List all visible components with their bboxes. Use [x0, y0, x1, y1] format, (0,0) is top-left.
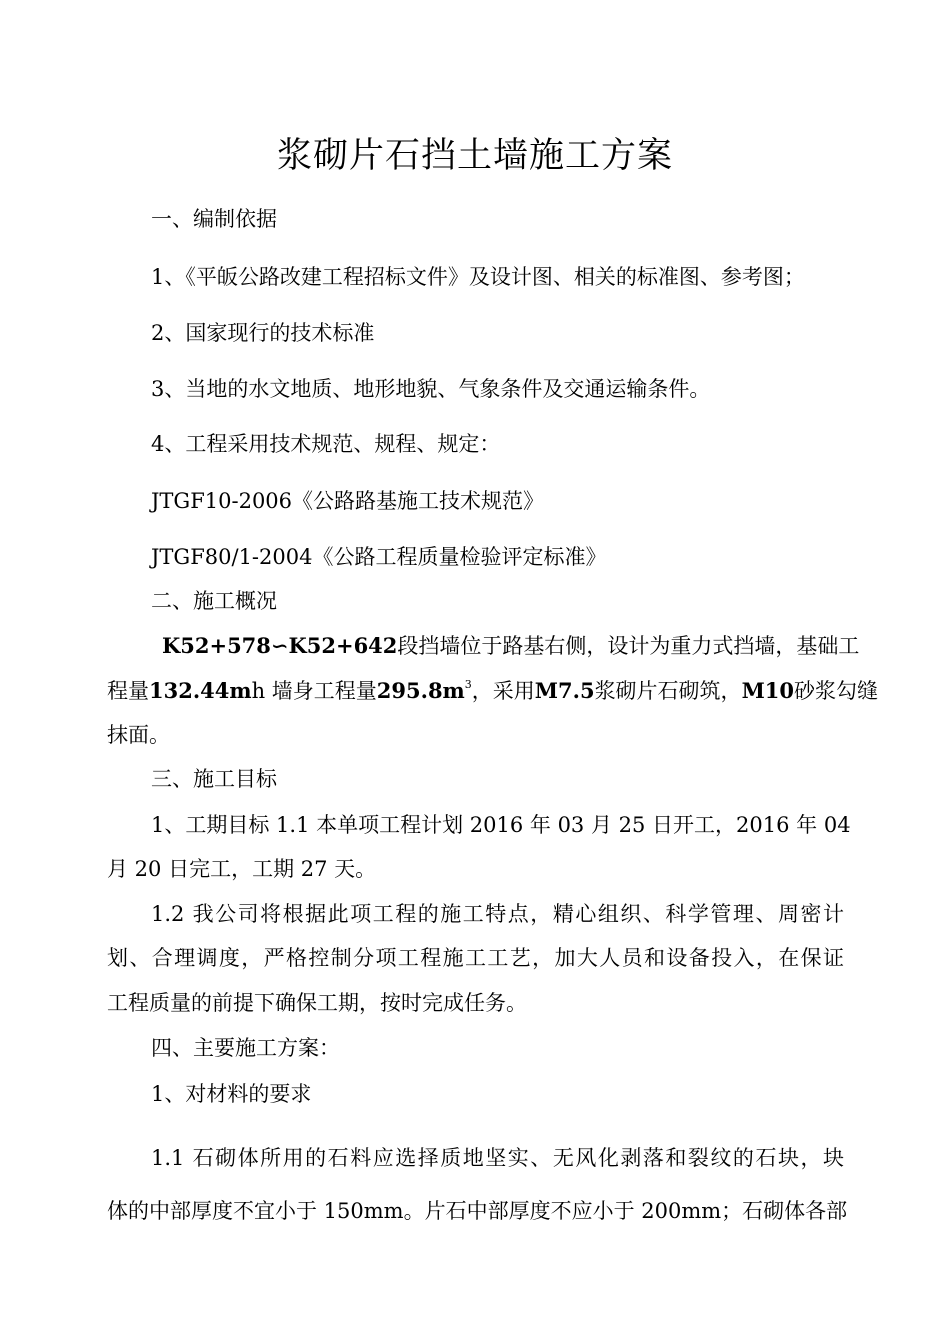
- goals-paragraph-2-line-2: 划、合理调度，严格控制分项工程施工工艺，加大人员和设备投入，在保证: [107, 946, 844, 970]
- goals-paragraph-1-line-2: 月 20 日完工，工期 27 天。: [107, 857, 377, 881]
- mortar-grade-m75: M7.5: [534, 678, 595, 703]
- overview-paragraph-line-2: 程量132.44mh 墙身工程量$295.8m^3$，采用M7.5浆砌片石砌筑，M10砂浆勾缝: [107, 678, 879, 703]
- basis-item-2: 2、国家现行的技术标准: [151, 321, 375, 345]
- materials-paragraph-line-2: 体的中部厚度不宜小于 150mm。片石中部厚度不应小于 200mm；石砌体各部: [107, 1199, 848, 1223]
- basis-item-3: 3、当地的水文地质、地形地貌、气象条件及交通运输条件。: [151, 377, 711, 401]
- mortar-grade-m10: M10: [741, 678, 795, 703]
- document-title: 浆砌片石挡土墙施工方案: [276, 136, 673, 176]
- overview-paragraph-line-3: 抹面。: [107, 723, 170, 747]
- goals-paragraph-1-line-1: 1、工期目标 1.1 本单项工程计划 2016 年 03 月 25 日开工，2016 年 04: [151, 813, 851, 837]
- section-heading-basis: 一、编制依据: [151, 207, 277, 231]
- goals-paragraph-2-line-3: 工程质量的前提下确保工期，按时完成任务。: [107, 991, 527, 1015]
- foundation-quantity: 132.44m: [149, 678, 252, 703]
- overview-paragraph-line-1: K52+578∽K52+642段挡墙位于路基右侧，设计为重力式挡墙，基础工: [162, 633, 860, 658]
- section-heading-goals: 三、施工目标: [151, 767, 277, 791]
- section-heading-overview: 二、施工概况: [151, 589, 277, 613]
- basis-item-4: 4、工程采用技术规范、规程、规定：: [151, 432, 501, 456]
- standard-jtgf80: JTGF80/1-2004《公路工程质量检验评定标准》: [151, 545, 607, 569]
- section-heading-plan: 四、主要施工方案：: [151, 1036, 340, 1060]
- chainage-range: K52+578∽K52+642: [162, 633, 398, 658]
- wall-quantity: 295.8m: [376, 678, 465, 703]
- plan-subheading-materials: 1、对材料的要求: [151, 1082, 312, 1106]
- materials-paragraph-line-1: 1.1 石砌体所用的石料应选择质地坚实、无风化剥落和裂纹的石块，块: [151, 1146, 844, 1170]
- basis-item-1: 1、《平皈公路改建工程招标文件》及设计图、相关的标准图、参考图；: [151, 265, 805, 289]
- standard-jtgf10: JTGF10-2006《公路路基施工技术规范》: [151, 489, 545, 513]
- goals-paragraph-2-line-1: 1.2 我公司将根据此项工程的施工特点，精心组织、科学管理、周密计: [151, 902, 844, 926]
